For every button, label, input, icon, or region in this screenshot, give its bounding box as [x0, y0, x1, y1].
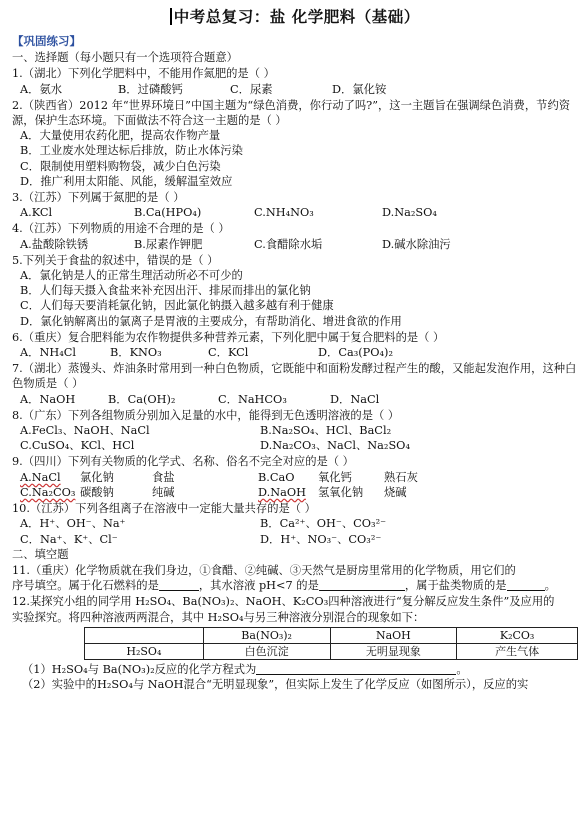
- q8-options-row2: [12, 438, 578, 453]
- table-header-cell: [85, 627, 204, 643]
- table-cell: 无明显现象: [330, 643, 457, 659]
- q1-option-a: A．氨水: [20, 82, 63, 96]
- q6-option-b: B．KNO₃: [110, 346, 162, 360]
- q9-a-name: 氯化钠: [80, 470, 114, 484]
- q10-stem: 10.（江苏）下列各组离子在溶液中一定能大量共存的是（ ）: [12, 502, 316, 516]
- q7-options: [12, 392, 578, 407]
- q3-option-a: A.KCl: [20, 206, 53, 220]
- q10-options-row1: [12, 516, 578, 531]
- q9-c-formula: C.Na₂CO₃: [20, 485, 76, 499]
- q4-options: [12, 237, 578, 252]
- q7-option-b: B．Ca(OH)₂: [108, 392, 176, 406]
- q6-option-d: D．Ca₃(PO₄)₂: [318, 346, 393, 360]
- q8-option-d: D.Na₂CO₃、NaCl、Na₂SO₄: [260, 439, 410, 453]
- q5-option-b: B．人们每天摄入食盐来补充因出汗、排尿而排出的氯化钠: [20, 284, 311, 298]
- q3-option-c: C.NH₄NO₃: [254, 206, 314, 220]
- q9-d-name: 氢氧化钠: [318, 485, 364, 499]
- q1-option-c: C．尿素: [230, 82, 273, 96]
- q9-b-common: 熟石灰: [384, 470, 418, 484]
- q1-options: [12, 82, 578, 97]
- table-cell: 白色沉淀: [203, 643, 330, 659]
- q6-option-c: C．KCl: [208, 346, 249, 360]
- q5-stem: 5.下列关于食盐的叙述中，错误的是（ ）: [12, 253, 219, 267]
- q10-option-d: D．H⁺、NO₃⁻、CO₃²⁻: [260, 532, 382, 546]
- q11-text-b: ，其水溶液 pH<7 的是: [198, 579, 319, 593]
- q12-line1: 12.某探究小组的同学用 H₂SO₄、Ba(NO₃)₂、NaOH、K₂CO₃四种溶液进行“复分解反应发生条件”及应用的: [12, 595, 555, 609]
- q7-stem: 7.（湖北）蒸馒头、炸油条时常用到一种白色物质，它既能中和面粉发酵过程产生的酸，又能起发泡作用，这种白色物质是（ ）: [12, 362, 577, 391]
- q9-d-common: 烧碱: [384, 485, 407, 499]
- q4-option-c: C.食醋除水垢: [254, 237, 323, 251]
- q12-results-table: [84, 627, 578, 660]
- q5-option-c: C．人们每天要消耗氯化钠，因此氯化钠摄入越多越有利于健康: [20, 299, 334, 313]
- q9-row2: [12, 485, 578, 500]
- q8-option-c: C.CuSO₄、KCl、HCl: [20, 439, 135, 453]
- q2-option-c: C．限制使用塑料购物袋，减少白色污染: [20, 159, 221, 173]
- q12-sub1-end: 。: [456, 663, 468, 677]
- q7-option-d: D．NaCl: [330, 392, 380, 406]
- q3-option-d: D.Na₂SO₄: [382, 206, 437, 220]
- q11-line2: [12, 578, 578, 593]
- q9-d-formula: D.NaOH: [258, 485, 306, 499]
- q6-options: [12, 345, 578, 360]
- q9-row1: [12, 470, 578, 485]
- q10-options-row2: [12, 532, 578, 547]
- table-header-cell: K₂CO₃: [457, 627, 578, 643]
- q9-c-common: 纯碱: [152, 485, 175, 499]
- q9-b-name: 氧化钙: [318, 470, 352, 484]
- q8-stem: 8.（广东）下列各组物质分别加入足量的水中，能得到无色透明溶液的是（ ）: [12, 408, 400, 422]
- q10-option-a: A．H⁺、OH⁻、Na⁺: [20, 517, 126, 531]
- q3-option-b: B.Ca(HPO₄): [134, 206, 202, 220]
- q4-option-a: A.盐酸除铁锈: [20, 237, 89, 251]
- q4-option-d: D.碱水除油污: [382, 237, 451, 251]
- q2-option-d: D．推广利用太阳能、风能，缓解温室效应: [20, 174, 233, 188]
- q2-stem: 2.（陕西省）2012 年“世界环境日”中国主题为“绿色消费，你行动了吗?”，这一主题旨在强调绿色消费，节约资源，保护生态环境。下面做法不符合这一主题的是（ ）: [12, 98, 571, 128]
- table-cell: H₂SO₄: [85, 643, 204, 659]
- q11-text-a: 序号填空。属于化石燃料的是: [12, 579, 159, 593]
- q3-options: [12, 205, 578, 220]
- q11-blank-fossil[interactable]: [159, 580, 199, 591]
- table-cell: 产生气体: [457, 643, 578, 659]
- title-text: 中考总复习：盐 化学肥料（基础）: [173, 7, 420, 26]
- table-header-cell: NaOH: [330, 627, 457, 643]
- q6-option-a: A．NH₄Cl: [20, 346, 76, 360]
- q10-option-c: C．Na⁺、K⁺、Cl⁻: [20, 532, 118, 546]
- q9-a-formula: A.NaCl: [20, 470, 61, 484]
- q1-option-b: B．过磷酸钙: [118, 82, 183, 96]
- q6-stem: 6.（重庆）复合肥料能为农作物提供多种营养元素，下列化肥中属于复合肥料的是（ ）: [12, 330, 445, 344]
- q10-option-b: B．Ca²⁺、OH⁻、CO₃²⁻: [260, 517, 387, 531]
- q2-option-b: B．工业废水处理达标后排放，防止水体污染: [20, 144, 243, 158]
- q7-option-c: C．NaHCO₃: [218, 392, 287, 406]
- q3-stem: 3.（江苏）下列属于氮肥的是（ ）: [12, 191, 185, 205]
- q7-option-a: A．NaOH: [20, 392, 76, 406]
- q8-option-b: B.Na₂SO₄、HCl、BaCl₂: [260, 424, 392, 438]
- q5-option-a: A．氯化钠是人的正常生理活动所必不可少的: [20, 269, 243, 283]
- q12-sub1-text: （1）H₂SO₄与 Ba(NO₃)₂反应的化学方程式为: [22, 663, 257, 677]
- part2-heading: 二、填空题: [12, 547, 69, 561]
- q11-text-d: 。: [544, 579, 556, 593]
- q11-text-c: ，属于盐类物质的是: [404, 579, 507, 593]
- table-header-cell: Ba(NO₃)₂: [203, 627, 330, 643]
- q4-option-b: B.尿素作钾肥: [134, 237, 203, 251]
- q4-stem: 4.（江苏）下列物质的用途不合理的是（ ）: [12, 222, 230, 236]
- q12-sub1-blank[interactable]: [256, 664, 456, 675]
- text-cursor: [170, 8, 172, 25]
- q12-sub2: （2）实验中的H₂SO₄与 NaOH混合“无明显现象”，但实际上发生了化学反应（如图所示），反应的实: [22, 678, 529, 692]
- part1-heading: 一、选择题（每小题只有一个选项符合题意）: [12, 51, 238, 65]
- table-header-row: [85, 627, 578, 643]
- q5-option-d: D．氯化钠解离出的氯离子是胃液的主要成分，有帮助消化、增进食欲的作用: [20, 314, 402, 328]
- q9-c-name: 碳酸钠: [80, 485, 114, 499]
- document-title: [12, 8, 578, 25]
- q11-blank-ph[interactable]: [319, 580, 405, 591]
- q2-option-a: A．大量使用农药化肥，提高农作物产量: [20, 129, 221, 143]
- q11-blank-salt[interactable]: [507, 580, 545, 591]
- q9-a-common: 食盐: [152, 470, 175, 484]
- q9-b-formula: B.CaO: [258, 470, 295, 484]
- q8-options-row1: [12, 423, 578, 438]
- q11-line1: 11.（重庆）化学物质就在我们身边，①食醋、②纯碱、③天然气是厨房里常用的化学物质，用它们的: [12, 563, 516, 577]
- table-row: [85, 643, 578, 659]
- q9-stem: 9.（四川）下列有关物质的化学式、名称、俗名不完全对应的是（ ）: [12, 455, 354, 469]
- q1-option-d: D．氯化铵: [332, 82, 387, 96]
- q12-line2: 实验探究。将四种溶液两两混合，其中 H₂SO₄与另三种溶液分别混合的现象如下：: [12, 610, 425, 624]
- section-tag: 【巩固练习】: [12, 34, 81, 48]
- q8-option-a: A.FeCl₃、NaOH、NaCl: [20, 424, 150, 438]
- q12-sub1: [12, 662, 578, 677]
- q1-stem: 1.（湖北）下列化学肥料中，不能用作氮肥的是（ ）: [12, 67, 275, 81]
